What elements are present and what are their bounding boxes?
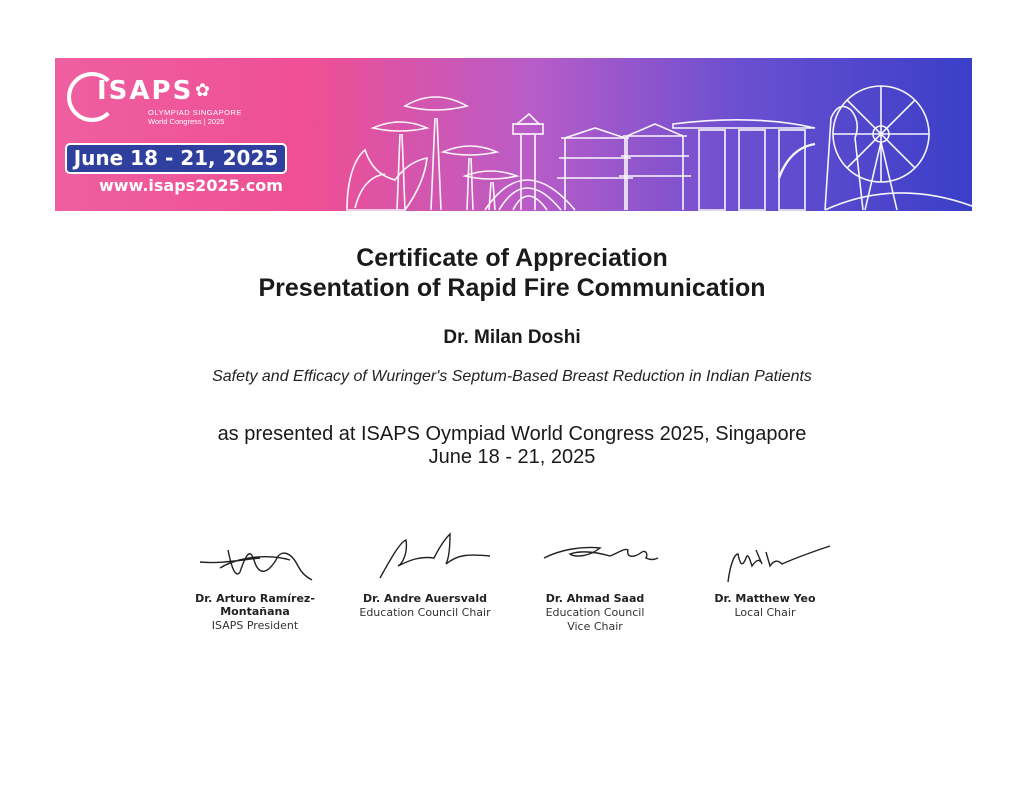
presented-at-event: as presented at ISAPS Oympiad World Congress 2025, Singapore xyxy=(217,423,807,445)
certificate-title-line2: Presentation of Rapid Fire Communication xyxy=(258,274,766,302)
signatory-name: Dr. Matthew Yeo xyxy=(714,592,816,605)
signatory-local-chair xyxy=(680,520,850,619)
signatories xyxy=(170,520,860,660)
congress-dates: June 18 - 21, 2025 xyxy=(65,143,287,174)
signature-auersvald xyxy=(350,520,500,592)
signatory-role: Local Chair xyxy=(734,606,796,619)
signatory-name: Dr. Ahmad Saad xyxy=(545,592,645,605)
signatory-role: Education Council xyxy=(545,606,645,619)
signatory-name: Dr. Arturo Ramírez- xyxy=(195,592,315,605)
signature-ramirez xyxy=(180,520,330,592)
congress-website: www.isaps2025.com xyxy=(99,176,283,195)
congress-banner xyxy=(55,58,972,211)
certificate-title-line1: Certificate of Appreciation xyxy=(356,244,668,272)
signatory-name-cont: Montañana xyxy=(220,605,290,618)
recipient-name: Dr. Milan Doshi xyxy=(443,327,581,348)
signatory-role: Education Council Chair xyxy=(359,606,491,619)
presented-at xyxy=(0,423,1024,469)
orchid-flower-icon: ✿ xyxy=(195,80,211,100)
signatory-role-cont: Vice Chair xyxy=(567,620,623,633)
signatory-education-chair xyxy=(340,520,510,619)
signatory-president xyxy=(170,520,340,632)
certificate-title xyxy=(0,243,1024,303)
presentation-title: Safety and Efficacy of Wuringer's Septum-Based Breast Reduction in Indian Patients xyxy=(212,368,812,385)
logo-subtitle-congress: World Congress | 2025 xyxy=(148,117,225,126)
presented-at-dates: June 18 - 21, 2025 xyxy=(428,446,596,468)
signatory-name: Dr. Andre Auersvald xyxy=(363,592,487,605)
signature-yeo xyxy=(690,520,840,592)
signatory-role: ISAPS President xyxy=(211,619,299,632)
logo-subtitle-olympiad: OLYMPIAD SINGAPORE xyxy=(148,108,242,117)
isaps-logo xyxy=(67,72,242,134)
signature-saad xyxy=(520,520,670,592)
logo-wordmark: ISAPS xyxy=(97,76,194,106)
signatory-education-vice-chair xyxy=(510,520,680,633)
